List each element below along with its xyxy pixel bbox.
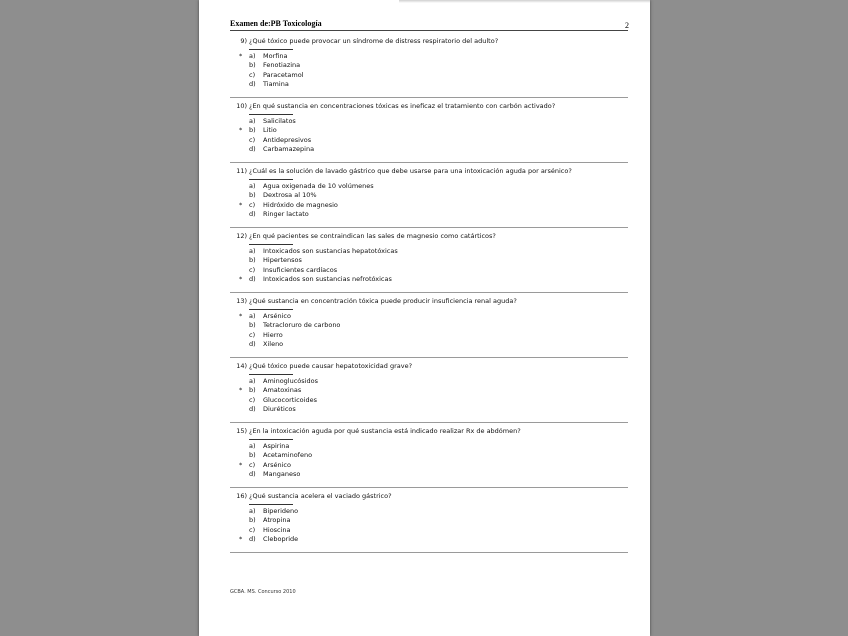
correct-answer-mark: * — [239, 126, 243, 135]
question-text-line — [230, 362, 628, 370]
question-separator — [230, 422, 628, 423]
option-letter: b) — [249, 516, 256, 525]
question-block — [230, 232, 628, 292]
option-letter: d) — [249, 339, 256, 348]
correct-answer-mark: * — [239, 386, 243, 395]
question-block — [230, 167, 628, 227]
question-underline — [249, 179, 293, 180]
question-number: 9) — [240, 37, 247, 45]
correct-answer-mark: * — [239, 460, 243, 469]
option-letter: c) — [249, 330, 256, 339]
option-text: Xileno — [263, 339, 284, 348]
option-text: Morfina — [263, 52, 288, 60]
option-text: Acetaminofeno — [263, 451, 313, 460]
question-text-line — [230, 427, 628, 435]
option-text: Amatoxinas — [263, 386, 302, 395]
option-letter: d) — [249, 209, 256, 218]
question-underline — [249, 439, 293, 440]
page-number: 2 — [625, 21, 629, 30]
option-text: Atropina — [263, 516, 291, 525]
option-text: Hidróxido de magnesio — [263, 200, 338, 209]
question-underline — [249, 244, 293, 245]
option-text: Hioscina — [263, 525, 291, 534]
question-text: ¿En la intoxicación aguda por qué sustancia está indicado realizar Rx de abdómen? — [249, 427, 521, 435]
question-block — [230, 362, 628, 422]
option-text: Paracetamol — [263, 70, 304, 79]
question-separator — [230, 552, 628, 553]
option-letter: c) — [249, 70, 256, 79]
option-letter: d) — [249, 274, 256, 283]
question-block — [230, 102, 628, 162]
option-text: Litio — [263, 126, 277, 135]
option-letter: d) — [249, 469, 256, 478]
question-block — [230, 427, 628, 487]
question-text: ¿Qué tóxico puede provocar un síndrome de distress respiratorio del adulto? — [249, 37, 499, 45]
option-letter: c) — [249, 525, 256, 534]
option-text: Manganeso — [263, 469, 301, 478]
option-text: Fenotiazina — [263, 61, 301, 70]
question-text-line — [230, 297, 628, 305]
option-text: Aspirina — [263, 442, 290, 450]
option-text: Insuficientes cardíacos — [263, 265, 338, 274]
question-underline — [249, 49, 293, 50]
question-separator — [230, 292, 628, 293]
option-letter: a) — [249, 52, 256, 60]
option-letter: a) — [249, 312, 256, 320]
question-separator — [230, 357, 628, 358]
option-letter: b) — [249, 126, 256, 135]
option-text: Aminoglucósidos — [263, 377, 318, 385]
option-text: Hierro — [263, 330, 283, 339]
question-text: ¿En qué sustancia en concentraciones tóxicas es ineficaz el tratamiento con carbón activado? — [249, 102, 556, 110]
question-text: ¿Qué sustancia en concentración tóxica puede producir insuficiencia renal aguda? — [249, 297, 517, 305]
option-letter: b) — [249, 451, 256, 460]
option-letter: a) — [249, 507, 256, 515]
question-separator — [230, 487, 628, 488]
option-text: Biperideno — [263, 507, 299, 515]
question-number: 14) — [236, 362, 247, 370]
option-letter: d) — [249, 404, 256, 413]
option-text: Tiamina — [263, 79, 289, 88]
question-separator — [230, 97, 628, 98]
option-text: Agua oxigenada de 10 volúmenes — [263, 182, 374, 190]
option-letter: c) — [249, 200, 256, 209]
option-text: Arsénico — [263, 312, 291, 320]
option-letter: b) — [249, 191, 256, 200]
option-letter: c) — [249, 265, 256, 274]
exam-title: Examen de:PB Toxicología — [230, 19, 322, 28]
footer-text: GCBA. MS. Concurso 2010 — [230, 589, 296, 595]
correct-answer-mark: * — [239, 534, 243, 543]
correct-answer-mark: * — [239, 52, 243, 60]
option-text: Clebopride — [263, 534, 299, 543]
option-letter: b) — [249, 321, 256, 330]
header-rule — [230, 30, 628, 31]
question-underline — [249, 374, 293, 375]
option-letter: c) — [249, 135, 256, 144]
option-letter: a) — [249, 442, 256, 450]
option-letter: d) — [249, 144, 256, 153]
option-letter: b) — [249, 256, 256, 265]
option-letter: d) — [249, 534, 256, 543]
option-text: Intoxicados son sustancias nefrotóxicas — [263, 274, 392, 283]
page-top-shadow — [399, 0, 650, 3]
option-letter: b) — [249, 386, 256, 395]
question-text-line — [230, 167, 628, 175]
question-text-line — [230, 232, 628, 240]
document-page — [199, 0, 650, 636]
option-text: Arsénico — [263, 460, 291, 469]
option-letter: d) — [249, 79, 256, 88]
question-underline — [249, 504, 293, 505]
correct-answer-mark: * — [239, 200, 243, 209]
option-text: Ringer lactato — [263, 209, 309, 218]
question-block — [230, 297, 628, 357]
option-letter: a) — [249, 377, 256, 385]
option-text: Salicilatos — [263, 117, 296, 125]
question-separator — [230, 162, 628, 163]
option-text: Dextrosa al 10% — [263, 191, 317, 200]
option-text: Carbamazepina — [263, 144, 315, 153]
option-text: Hipertensos — [263, 256, 302, 265]
question-text: ¿Qué sustancia acelera el vaciado gástrico? — [249, 492, 392, 500]
question-text: ¿Qué tóxico puede causar hepatotoxicidad grave? — [249, 362, 413, 370]
option-letter: c) — [249, 460, 256, 469]
option-text: Intoxicados son sustancias hepatotóxicas — [263, 247, 398, 255]
option-letter: c) — [249, 395, 256, 404]
option-text: Glucocorticoides — [263, 395, 317, 404]
question-number: 13) — [236, 297, 247, 305]
option-text: Diuréticos — [263, 404, 296, 413]
question-block — [230, 37, 628, 97]
question-text-line — [230, 492, 628, 500]
option-letter: a) — [249, 247, 256, 255]
question-underline — [249, 114, 293, 115]
option-letter: a) — [249, 117, 256, 125]
question-text-line — [230, 102, 628, 110]
question-block — [230, 492, 628, 552]
question-text: ¿Cuál es la solución de lavado gástrico que debe usarse para una intoxicación aguda por arsénico? — [249, 167, 572, 175]
correct-answer-mark: * — [239, 274, 243, 283]
question-separator — [230, 227, 628, 228]
option-text: Tetracloruro de carbono — [263, 321, 341, 330]
question-number: 10) — [236, 102, 247, 110]
option-letter: a) — [249, 182, 256, 190]
question-underline — [249, 309, 293, 310]
question-number: 12) — [236, 232, 247, 240]
question-text-line — [230, 37, 628, 45]
question-number: 15) — [236, 427, 247, 435]
correct-answer-mark: * — [239, 312, 243, 320]
question-number: 11) — [236, 167, 247, 175]
option-letter: b) — [249, 61, 256, 70]
option-text: Antidepresivos — [263, 135, 312, 144]
question-number: 16) — [236, 492, 247, 500]
question-text: ¿En qué pacientes se contraindican las sales de magnesio como catárticos? — [249, 232, 496, 240]
